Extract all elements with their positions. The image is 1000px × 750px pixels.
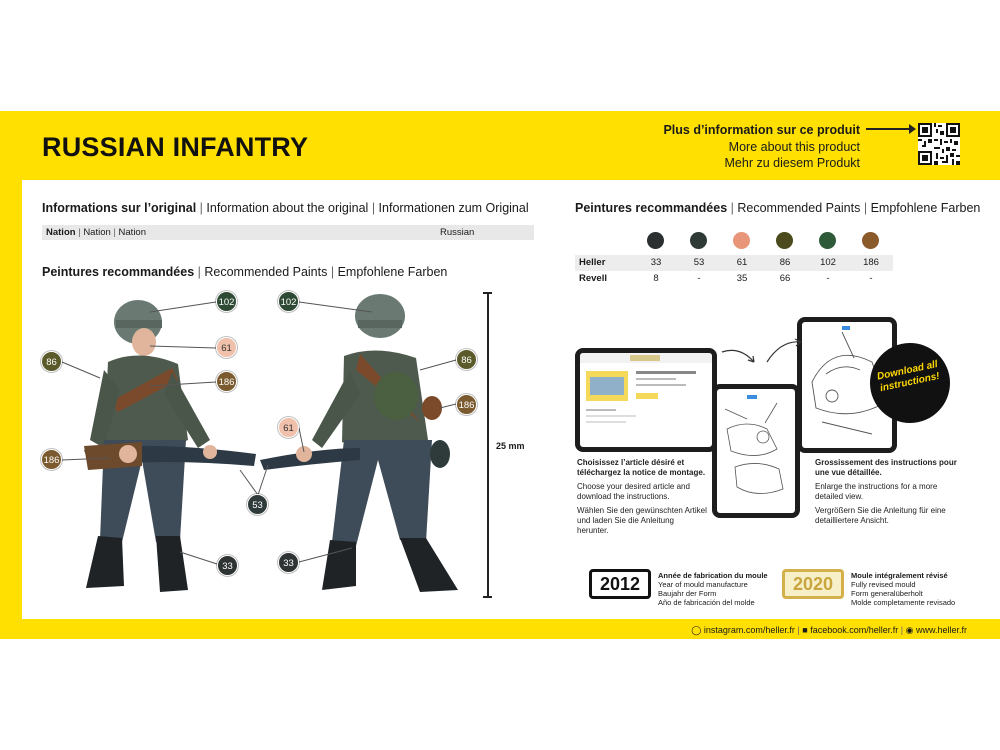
more-info-en: More about this product: [728, 139, 860, 154]
arrow-right-icon: [866, 128, 914, 130]
paint-callout: [247, 494, 268, 515]
curved-arrow-icon: [720, 346, 760, 372]
callout-label: 86: [461, 355, 472, 366]
callout-label: 53: [252, 500, 263, 511]
web-icon: ◉: [905, 625, 914, 635]
info-heading-de: Informationen zum Original: [378, 201, 529, 215]
website-screenshot-icon: [580, 353, 712, 447]
paints-right-de: Empfohlene Farben: [870, 201, 981, 215]
step2-fr: Grossissement des instructions pour une vue détaillée.: [815, 458, 957, 477]
paint-code: 86: [779, 257, 791, 268]
paint-callout: [41, 449, 62, 470]
callout-label: 102: [218, 297, 235, 308]
paints-right-fr: Peintures recommandées: [575, 201, 728, 215]
paint-code: 61: [736, 257, 748, 268]
paint-swatch: [776, 232, 793, 249]
callout-label: 186: [458, 400, 475, 411]
step1-en: Choose your desired article and download the instructions.: [577, 482, 690, 501]
callout-label: 86: [46, 357, 57, 368]
mould-es: Año de fabricación del molde: [658, 598, 755, 607]
nation-value: Russian: [440, 227, 475, 238]
paint-code: 186: [863, 257, 879, 268]
callout-label: 186: [43, 455, 60, 466]
mould-year-text: [658, 571, 768, 607]
nation-label-fr: Nation: [46, 227, 76, 238]
step2-en: Enlarge the instructions for a more detailed view.: [815, 482, 938, 501]
revised-en: Fully revised mould: [851, 580, 916, 589]
nation-label-de: Nation: [118, 227, 146, 238]
paint-code: 53: [693, 257, 705, 268]
paint-row-revell: [575, 271, 893, 287]
more-info-fr: Plus d’information sur ce produit: [663, 123, 860, 137]
instruction-sheet-icon: [717, 389, 795, 513]
paints-heading-right: Peintures recommandées | Recommended Paints | Empfohlene Farben: [575, 201, 981, 215]
paint-swatch: [733, 232, 750, 249]
paints-left-de: Empfohlene Farben: [337, 265, 448, 279]
mould-en: Year of mould manufacture: [658, 580, 748, 589]
soldier-back-figure: [260, 294, 458, 592]
download-all-button[interactable]: Download all instructions!: [863, 336, 958, 431]
tablet-instructions: [712, 384, 800, 518]
paints-left-en: Recommended Paints: [204, 265, 328, 279]
paint-code: 35: [736, 273, 748, 284]
step1-fr: Choisissez l’article désiré et téléchargez la notice de montage.: [577, 458, 706, 477]
paint-code: 66: [779, 273, 791, 284]
brand-label: Heller: [579, 257, 606, 268]
step2-de: Vergrößern Sie die Anleitung für eine detailliertere Ansicht.: [815, 506, 946, 525]
paint-callout: [278, 417, 299, 438]
paints-heading-left: Peintures recommandées | Recommended Paints | Empfohlene Farben: [42, 265, 448, 279]
paint-table: [575, 255, 893, 287]
more-info-de: Mehr zu diesem Produkt: [724, 156, 860, 170]
paint-code: -: [697, 273, 701, 284]
info-heading-fr: Informations sur l’original: [42, 201, 197, 215]
paint-code: 8: [653, 273, 659, 284]
tablet-website: [575, 348, 717, 452]
revised-de: Form generalüberholt: [851, 589, 923, 598]
curved-arrow-icon: [765, 336, 805, 366]
qr-code-icon[interactable]: [918, 123, 960, 165]
scale-label: 25 mm: [496, 441, 525, 451]
revised-es: Molde completamente revisado: [851, 598, 956, 607]
paint-code: -: [826, 273, 830, 284]
paint-callout: [278, 291, 299, 312]
callout-label: 33: [283, 558, 294, 569]
paint-callout: [278, 552, 299, 573]
paint-callout: [216, 291, 237, 312]
paint-callout: [216, 337, 237, 358]
paint-swatch: [862, 232, 879, 249]
facebook-icon: ■: [802, 625, 808, 635]
paint-swatch: [690, 232, 707, 249]
step-choose: [577, 458, 707, 536]
website-link[interactable]: www.heller.fr: [915, 625, 967, 635]
mould-fr: Année de fabrication du moule: [658, 571, 768, 580]
step-enlarge: [815, 458, 960, 526]
instagram-link[interactable]: instagram.com/heller.fr: [703, 625, 795, 635]
paint-code: -: [869, 273, 873, 284]
paints-left-fr: Peintures recommandées: [42, 265, 195, 279]
revised-year-badge: 2020: [782, 569, 844, 599]
social-footer: ◯ instagram.com/heller.fr | ■ facebook.com/heller.fr | ◉ www.heller.fr: [691, 625, 967, 635]
more-info-block: [663, 122, 860, 172]
callout-label: 61: [221, 343, 232, 354]
scale-bar: [486, 292, 490, 598]
info-heading: Informations sur l’original | Information about the original | Informationen zum Original: [42, 201, 529, 215]
step1-de: Wählen Sie den gewünschten Artikel und laden Sie die Anleitung herunter.: [577, 506, 707, 535]
callout-label: 186: [218, 377, 235, 388]
callout-label: 33: [222, 561, 233, 572]
revised-year-text: [851, 571, 955, 607]
facebook-link[interactable]: facebook.com/heller.fr: [810, 625, 899, 635]
brand-label: Revell: [579, 273, 607, 284]
paint-callout: [216, 371, 237, 392]
mould-de: Baujahr der Form: [658, 589, 717, 598]
paint-swatch: [819, 232, 836, 249]
paint-callout: [456, 394, 477, 415]
callout-label: 61: [283, 423, 294, 434]
figure-illustration: [60, 290, 470, 602]
page-title: RUSSIAN INFANTRY: [42, 132, 309, 162]
nation-label-en: Nation: [83, 227, 111, 238]
revised-fr: Moule intégralement révisé: [851, 571, 948, 580]
callout-label: 102: [280, 297, 297, 308]
mould-year-badge: 2012: [589, 569, 651, 599]
nation-row: Nation | Nation | Nation Russian: [42, 225, 534, 240]
paint-callout: [217, 555, 238, 576]
paint-code: 102: [820, 257, 836, 268]
info-heading-en: Information about the original: [206, 201, 369, 215]
paint-callout: [41, 351, 62, 372]
instagram-icon: ◯: [691, 625, 702, 635]
paint-callout: [456, 349, 477, 370]
paint-code: 33: [650, 257, 662, 268]
paint-row-heller: [575, 255, 893, 271]
paint-swatch: [647, 232, 664, 249]
paints-right-en: Recommended Paints: [737, 201, 861, 215]
